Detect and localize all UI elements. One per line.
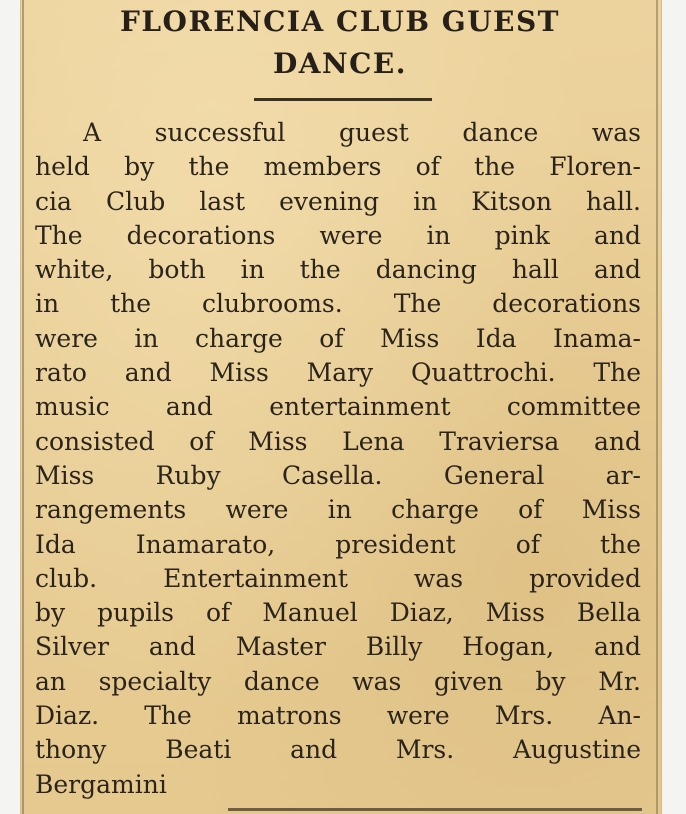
clipping-left-edge: [22, 0, 24, 814]
body-line: held by the members of the Floren-: [35, 152, 641, 182]
body-line: cia Club last evening in Kitson hall.: [35, 186, 641, 216]
body-line: A successful guest dance was: [83, 118, 641, 147]
clipping-right-edge: [656, 0, 658, 814]
body-line: Bergamini: [35, 769, 167, 799]
article-body: [35, 116, 641, 802]
body-line: white, both in the dancing hall and: [35, 255, 641, 285]
body-line: rangements were in charge of Miss: [35, 495, 641, 525]
body-line: club. Entertainment was provided: [35, 563, 641, 593]
body-line: music and entertainment committee: [35, 392, 641, 422]
body-line: an specialty dance was given by Mr.: [35, 666, 641, 696]
body-line: consisted of Miss Lena Traviersa and: [35, 426, 641, 456]
body-line: in the clubrooms. The decorations: [35, 289, 641, 319]
body-line: rato and Miss Mary Quattrochi. The: [35, 358, 641, 388]
headline-line-1: FLORENCIA CLUB GUEST: [119, 5, 561, 38]
bottom-rule: [228, 808, 642, 811]
body-line: thony Beati and Mrs. Augustine: [35, 735, 641, 765]
headline-line-2: DANCE.: [273, 47, 407, 80]
body-line: Silver and Master Billy Hogan, and: [35, 632, 641, 662]
body-line: were in charge of Miss Ida Inama-: [35, 323, 641, 353]
headline-rule: [254, 98, 432, 101]
body-line: Miss Ruby Casella. General ar-: [35, 460, 641, 490]
body-line: by pupils of Manuel Diaz, Miss Bella: [35, 598, 641, 628]
body-line: Ida Inamarato, president of the: [35, 529, 641, 559]
body-line: Diaz. The matrons were Mrs. An-: [35, 701, 641, 731]
body-line: The decorations were in pink and: [35, 220, 641, 250]
